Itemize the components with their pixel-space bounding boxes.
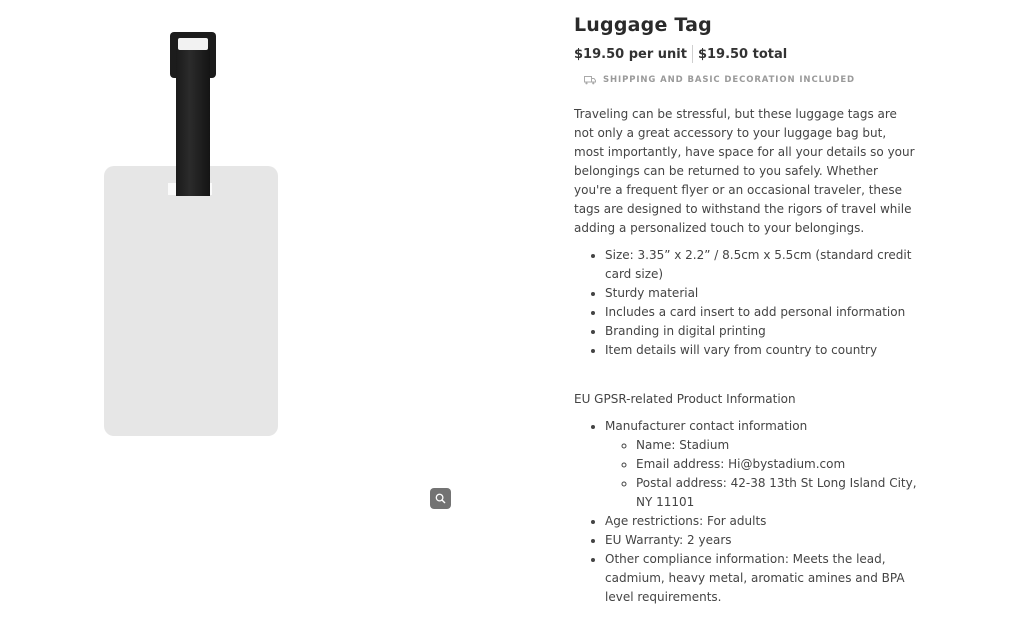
tag-body	[104, 166, 278, 436]
price-total: $19.50 total	[697, 46, 788, 62]
product-gallery	[0, 0, 470, 619]
manufacturer-name: ◦ Name: Stadium	[636, 436, 919, 455]
feature-list	[574, 246, 919, 360]
manufacturer-email: ◦ Email address: Hi@bystadium.com	[636, 455, 919, 474]
product-description: Traveling can be stressful, but these luggage tags are not only a great accessory to your luggage bag but, most importantly, have space for all your details so your belongings can be returned to you safely. Whether you're a frequent flyer or an occasional traveler, these tags are designed to withstand the rigors of travel while adding a personalized touch to your belongings.	[574, 107, 915, 235]
shipping-text: SHIPPING AND BASIC DECORATION INCLUDED	[603, 75, 856, 85]
manufacturer-details	[605, 436, 919, 512]
feature-item: • Includes a card insert to add personal information	[605, 303, 919, 322]
feature-item: • Size: 3.35” x 2.2” / 8.5cm x 5.5cm (standard credit card size)	[605, 246, 919, 284]
buckle-hole	[178, 38, 208, 50]
feature-item: • Item details will vary from country to country	[605, 341, 919, 360]
gpsr-item-age: • Age restrictions: For adults	[605, 512, 919, 531]
tag-strap	[176, 46, 210, 196]
price-divider	[692, 45, 693, 63]
zoom-image-button[interactable]	[430, 488, 451, 509]
shipping-note	[574, 75, 919, 85]
gpsr-item-manufacturer	[605, 417, 919, 512]
price-per-unit: $19.50 per unit	[574, 46, 687, 62]
price-row	[574, 45, 919, 63]
truck-icon	[584, 76, 596, 85]
gpsr-item-warranty: • EU Warranty: 2 years	[605, 531, 919, 550]
feature-item: • Sturdy material	[605, 284, 919, 303]
gpsr-list	[574, 417, 919, 607]
feature-item: • Branding in digital printing	[605, 322, 919, 341]
product-title: Luggage Tag	[574, 14, 712, 36]
manufacturer-label: Manufacturer contact information	[605, 419, 808, 433]
manufacturer-address: ◦ Postal address: 42-38 13th St Long Island City, NY 11101	[636, 474, 919, 512]
gpsr-item-compliance: • Other compliance information: Meets the lead, cadmium, heavy metal, aromatic amines and BPA level requirements.	[605, 550, 919, 607]
product-info	[574, 14, 919, 607]
magnifier-icon	[435, 493, 446, 504]
gpsr-heading: EU GPSR-related Product Information	[574, 392, 796, 406]
